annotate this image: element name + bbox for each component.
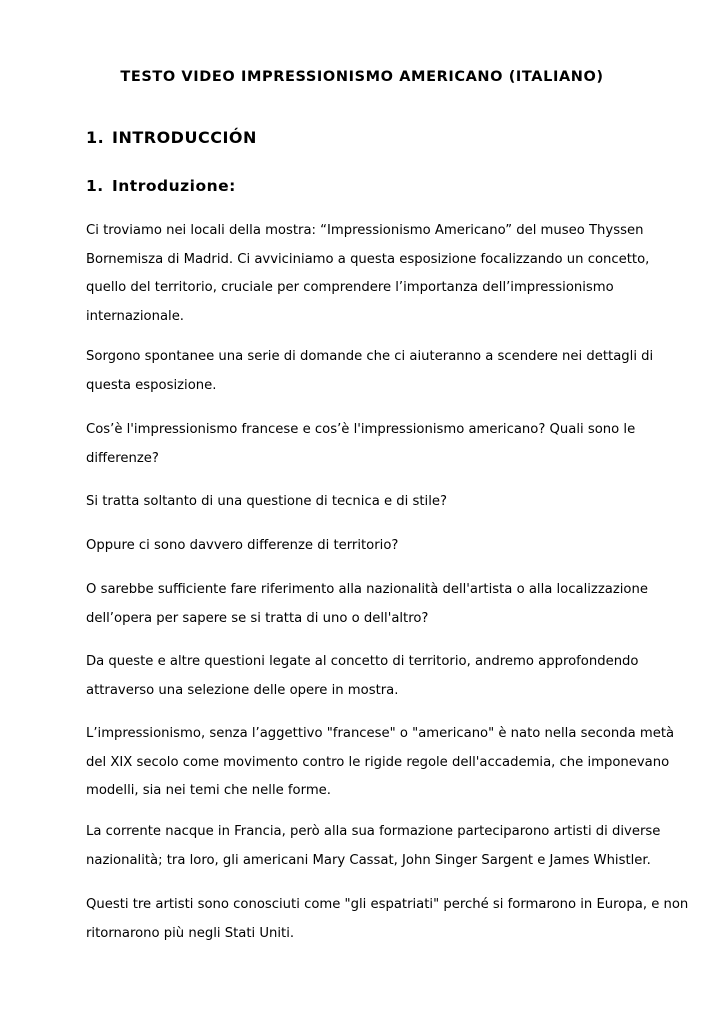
paragraph-line: differenze? xyxy=(86,450,159,466)
paragraph-1 xyxy=(86,217,650,331)
paragraph-line: questa esposizione. xyxy=(86,377,217,393)
paragraph-line: del XIX secolo come movimento contro le rigide regole dell'accademia, che imponevano xyxy=(86,754,670,770)
paragraph-line: Sorgono spontanee una serie di domande che ci aiuteranno a scendere nei dettagli di xyxy=(86,349,654,364)
paragraph-line: quello del territorio, cruciale per comprendere l’importanza dell’impressionismo xyxy=(86,280,614,295)
paragraph-line: Bornemisza di Madrid. Ci avviciniamo a questa esposizione focalizzando un concetto, xyxy=(86,251,650,267)
paragraph-line: internazionale. xyxy=(86,308,184,324)
section-heading-it-text: Introduzione: xyxy=(112,177,236,195)
paragraph-line: Questi tre artisti sono conosciuti come "gli espatriati" perché si formarono in Europa, e non xyxy=(86,897,689,912)
paragraph-line: Si tratta soltanto di una questione di tecnica e di stile? xyxy=(86,494,447,509)
paragraph-line: modelli, sia nei temi che nelle forme. xyxy=(86,783,331,798)
paragraph-line: Cos’è l'impressionismo francese e cos’è l'impressionismo americano? Quali sono le xyxy=(86,422,636,437)
section-heading-it-number: 1. xyxy=(86,177,104,195)
paragraph-7 xyxy=(86,648,646,705)
paragraph-line: L’impressionismo, senza l’aggettivo "francese" o "americano" è nato nella seconda metà xyxy=(86,726,675,741)
section-heading-es xyxy=(86,126,257,150)
paragraph-line: La corrente nacque in Francia, però alla sua formazione parteciparono artisti di diverse xyxy=(86,824,661,839)
paragraph-line: O sarebbe sufficiente fare riferimento alla nazionalità dell'artista o alla localizzazione xyxy=(86,582,648,597)
paragraph-line: Ci troviamo nei locali della mostra: “Impressionismo Americano” del museo Thyssen xyxy=(86,223,644,238)
paragraph-line: attraverso una selezione delle opere in mostra. xyxy=(86,682,399,698)
document-title: TESTO VIDEO IMPRESSIONISMO AMERICANO (ITALIANO) xyxy=(120,69,604,85)
section-heading-es-text: INTRODUCCIÓN xyxy=(112,128,257,147)
paragraph-10 xyxy=(86,891,689,948)
paragraph-line: nazionalità; tra loro, gli americani Mary Cassat, John Singer Sargent e James Whistler. xyxy=(86,852,651,868)
paragraph-8 xyxy=(86,720,675,806)
paragraph-5 xyxy=(86,532,646,561)
section-heading-es-number: 1. xyxy=(86,128,105,147)
paragraph-4 xyxy=(86,488,646,517)
paragraph-line: ritornarono più negli Stati Uniti. xyxy=(86,925,295,941)
paragraph-6 xyxy=(86,576,646,633)
paragraph-line: Da queste e altre questioni legate al concetto di territorio, andremo approfondendo xyxy=(86,654,639,669)
paragraph-3 xyxy=(86,416,646,473)
paragraph-2 xyxy=(86,343,654,400)
paragraph-line: Oppure ci sono davvero differenze di territorio? xyxy=(86,538,399,553)
paragraph-line: dell’opera per sapere se si tratta di uno o dell'altro? xyxy=(86,610,429,626)
section-heading-it xyxy=(86,174,236,198)
paragraph-9 xyxy=(86,818,661,875)
